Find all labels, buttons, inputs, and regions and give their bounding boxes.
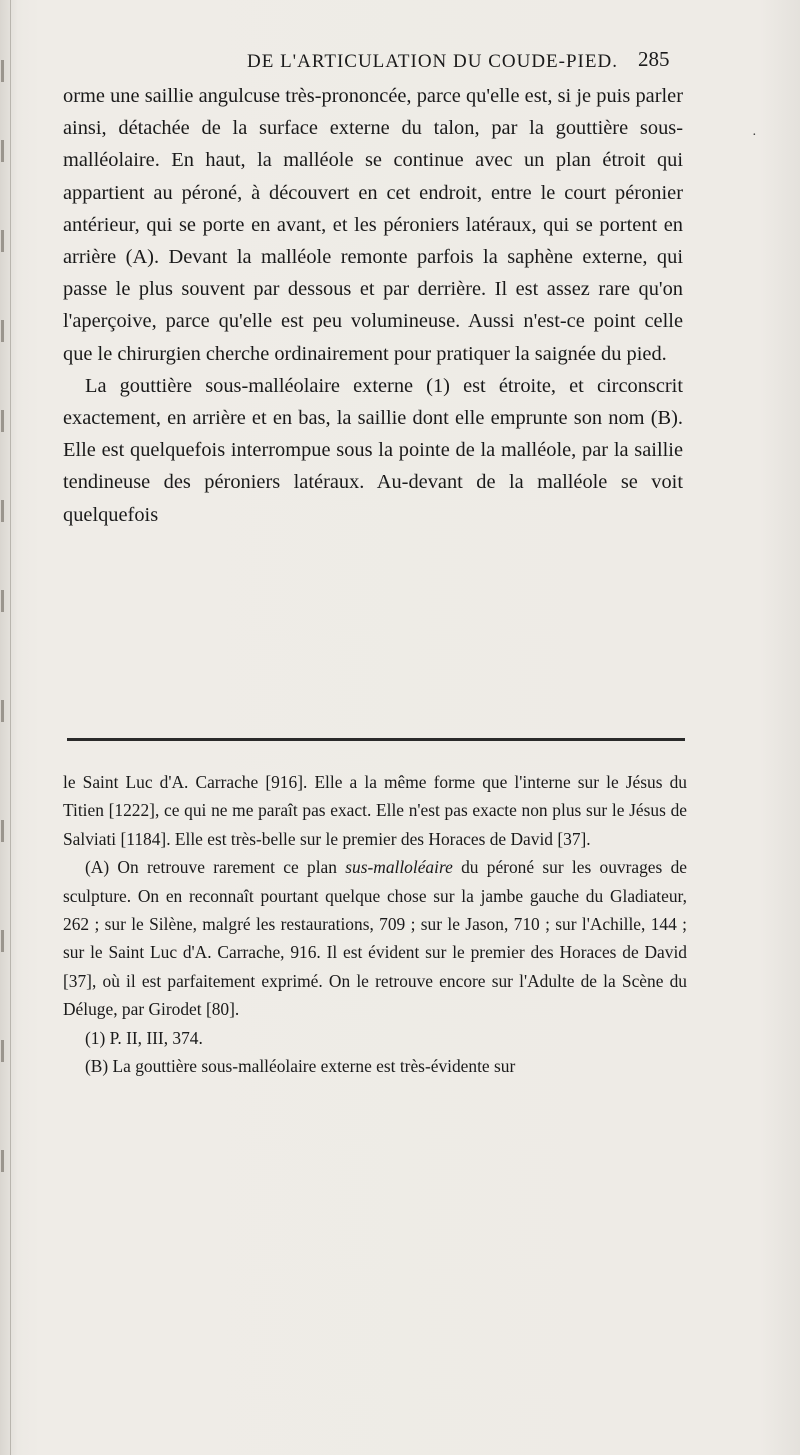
footnote-a-text: (A) On retrouve rarement ce plan	[85, 857, 346, 878]
paragraph-2: La gouttière sous-malléolaire externe (1) est étroite, et circonscrit exactement, en arrière et en bas, la saillie dont elle emprunte son nom (B). Elle est quelquefois interrompue sous la pointe de la malléole, par la saillie tendineuse des péroniers latéraux. Au-devant de la malléole se voit quelquefois	[63, 374, 683, 526]
footnote-a-italic-term: sus-malloléaire	[345, 857, 453, 878]
footnote-separator	[67, 738, 685, 741]
footnote-continuation: le Saint Luc d'A. Carrache [916]. Elle a la même forme que l'interne sur le Jésus du Titien [1222], ce qui ne me paraît pas exact. Elle n'est pas exacte non plus sur le Jésus de Salviati [1184]. Elle est très-belle sur le premier des Horaces de David [37].	[63, 772, 687, 849]
page-header	[0, 45, 800, 75]
page-number: 285	[638, 47, 670, 71]
running-head: DE L'ARTICULATION DU COUDE-PIED.	[247, 51, 618, 72]
footnote-b: (B) La gouttière sous-malléolaire externe est très-évidente sur	[85, 1056, 516, 1077]
footnotes	[63, 768, 687, 1080]
paragraph-1: orme une saillie angulcuse très-prononcée, parce qu'elle est, si je puis parler ainsi, détachée de la surface externe du talon, par la gouttière sous-malléolaire. En haut, la malléole se continue avec un plan étroit qui appartient au péroné, à découvert en cet endroit, entre le court péronier antérieur, qui se porte en avant, et les péroniers latéraux, qui se portent en arrière (A). Devant la malléole remonte parfois la saphène externe, qui passe le plus souvent par dessous et par derrière. Il est assez rare qu'on l'aperçoive, parce qu'elle est peu volumineuse. Aussi n'est-ce point celle que le chirurgien cherche ordinairement pour pratiquer la saignée du pied.	[63, 85, 683, 365]
page-binding-edge	[0, 0, 11, 1455]
margin-mark: ·	[752, 128, 757, 143]
main-text	[63, 80, 683, 531]
footnote-a-text-rest: du péroné sur les ouvrages de sculpture. On en reconnaît pourtant quelque chose sur la jambe gauche du Gladiateur, 262 ; sur le Silène, malgré les restaurations, 709 ; sur le Jason, 710 ; sur l'Achille, 144 ; sur le Saint Luc d'A. Carrache, 916. Il est évident sur le premier des Horaces de David [37], où il est parfaitement exprimé. On le retrouve encore sur l'Adulte de la Scène du Déluge, par Girodet [80].	[63, 857, 687, 1020]
footnote-a	[63, 853, 687, 1023]
footnote-1: (1) P. II, III, 374.	[85, 1027, 203, 1048]
